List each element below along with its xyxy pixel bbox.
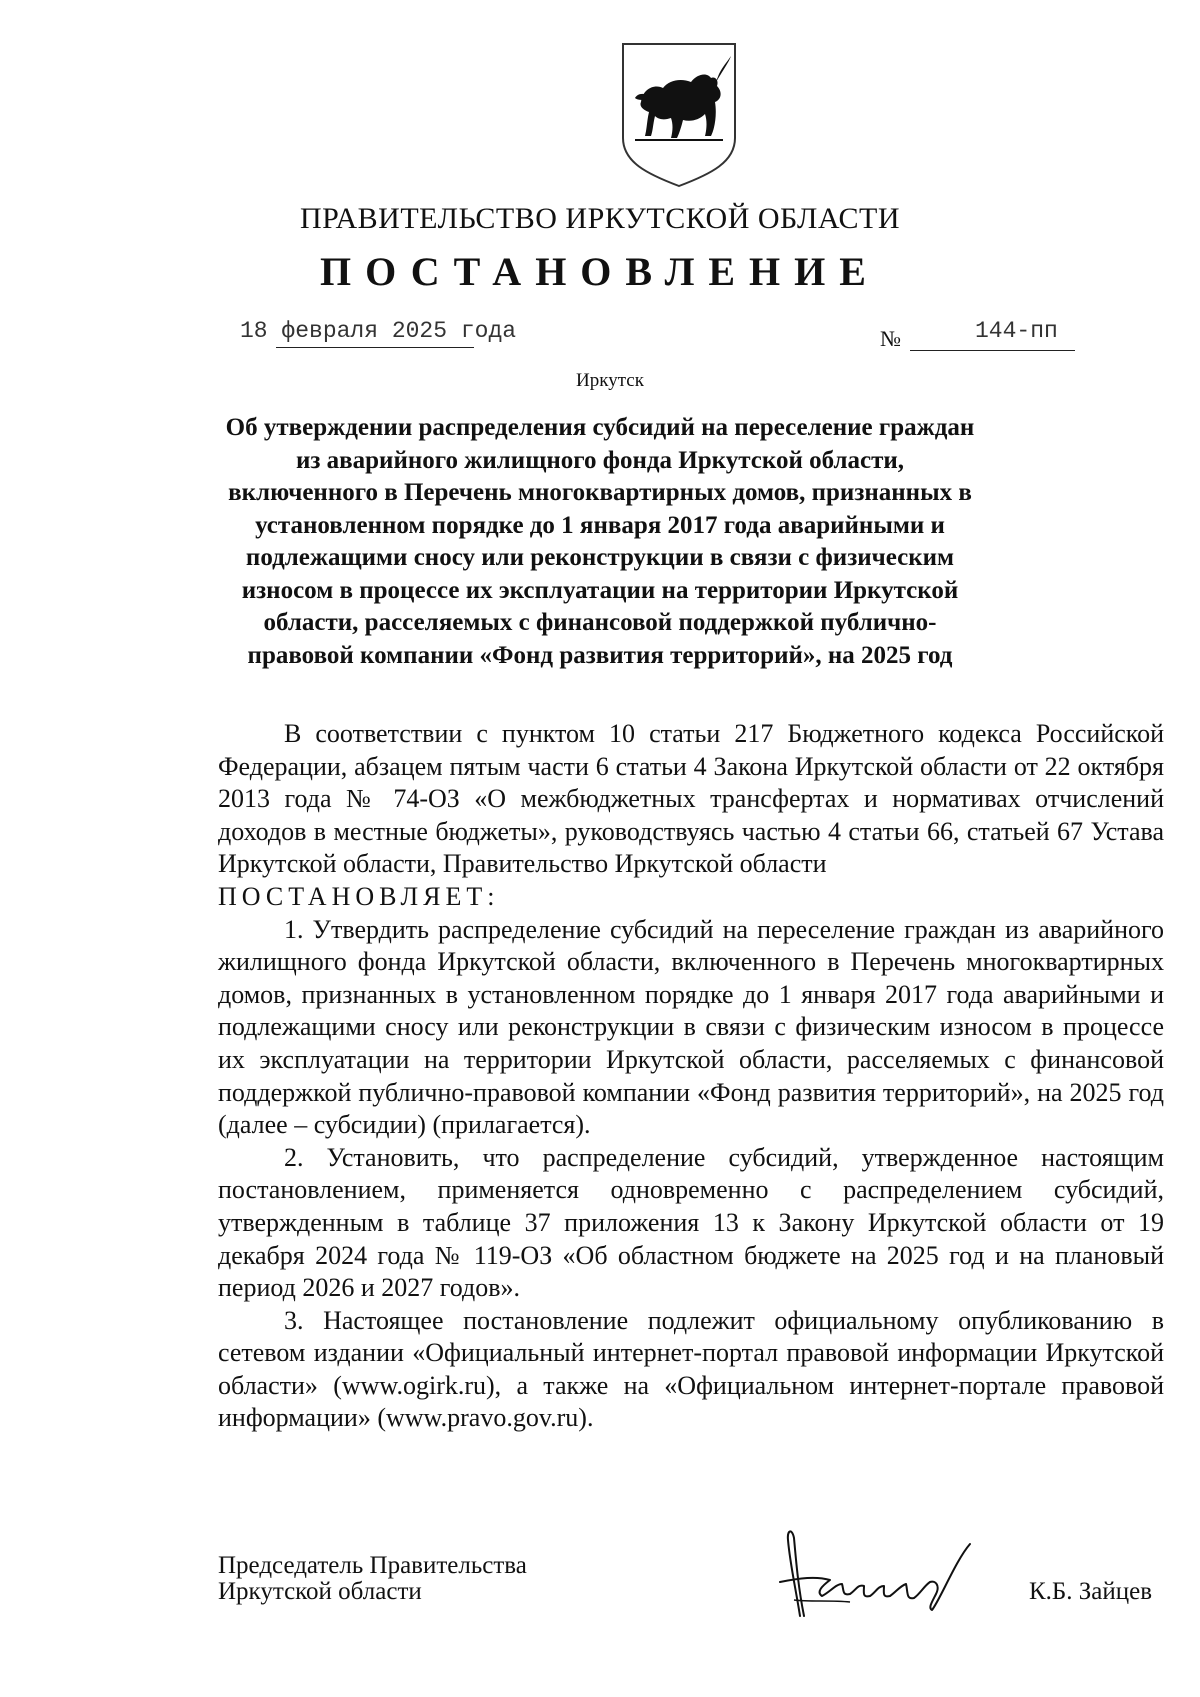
preamble-paragraph: В соответствии с пунктом 10 статьи 217 Бюджетного кодекса Российской Федерации, абзацем пятым части 6 статьи 4 Закона Иркутской области от 22 октября 2013 года № 74-ОЗ «О межбюджетных трансфертах и нормативах отчислений доходов в местные бюджеты», руководствуясь частью 4 статьи 66, статьей 67 Устава Иркутской области, Правительство Иркутской области <box>218 719 1164 879</box>
item-2-paragraph: 2. Установить, что распределение субсидий, утвержденное настоящим постановлением, применяется одновременно с распределением субсидий, утвержденным в таблице 37 приложения 13 к Закону Иркутской области от 19 декабря 2024 года № 119-ОЗ «Об областном бюджете на 2025 год и на плановый период 2026 и 2027 годов». <box>218 1142 1164 1303</box>
document-city: Иркутск <box>576 370 644 391</box>
number-underline <box>910 350 1075 351</box>
document-number: 144-пп <box>975 318 1058 344</box>
document-type-title: ПОСТАНОВЛЕНИЕ <box>320 249 880 294</box>
signer-name: К.Б. Зайцев <box>1029 1578 1153 1605</box>
signer-position <box>218 1553 527 1605</box>
document-subject: Об утверждении распределения субсидий на переселение граждан из аварийного жилищного фонда Иркутской области, включенного в Перечень многоквартирных домов, признанных в установленном порядке до 1 января 2017 года аварийными и подлежащими сносу или реконструкции в связи с физическим износом в процессе их эксплуатации на территории Иркутской области, расселяемых с финансовой поддержкой публично-правовой компании «Фонд развития территорий», на 2025 год <box>225 414 975 669</box>
signer-position-line-1: Председатель Правительства <box>218 1552 527 1579</box>
handwritten-signature <box>760 1520 995 1630</box>
item-1-paragraph: 1. Утвердить распределение субсидий на переселение граждан из аварийного жилищного фонда Иркутской области, включенного в Перечень многоквартирных домов, признанных в установленном порядке до 1 января 2017 года аварийными и подлежащими сносу или реконструкции в связи с физическим износом в процессе их эксплуатации на территории Иркутской области, расселяемых с финансовой поддержкой публично-правовой компании «Фонд развития территорий», на 2025 год (далее – субсидии) (прилагается). <box>218 914 1164 1140</box>
item-3-paragraph: 3. Настоящее постановление подлежит официальному опубликованию в сетевом издании «Официальный интернет-портал правовой информации Иркутской области» (www.ogirk.ru), а также на «Официальном интернет-портале правовой информации» (www.pravo.gov.ru). <box>218 1305 1164 1433</box>
resolves-heading: ПОСТАНОВЛЯЕТ: <box>218 881 500 911</box>
document-body <box>218 718 1164 1435</box>
date-underline <box>276 347 474 348</box>
document-date: 18 февраля 2025 года <box>240 318 517 344</box>
number-sign: № <box>880 326 901 351</box>
government-name: ПРАВИТЕЛЬСТВО ИРКУТСКОЙ ОБЛАСТИ <box>299 202 901 235</box>
signer-position-line-2: Иркутской области <box>218 1578 422 1605</box>
irkutsk-coat-of-arms-icon <box>619 40 739 190</box>
